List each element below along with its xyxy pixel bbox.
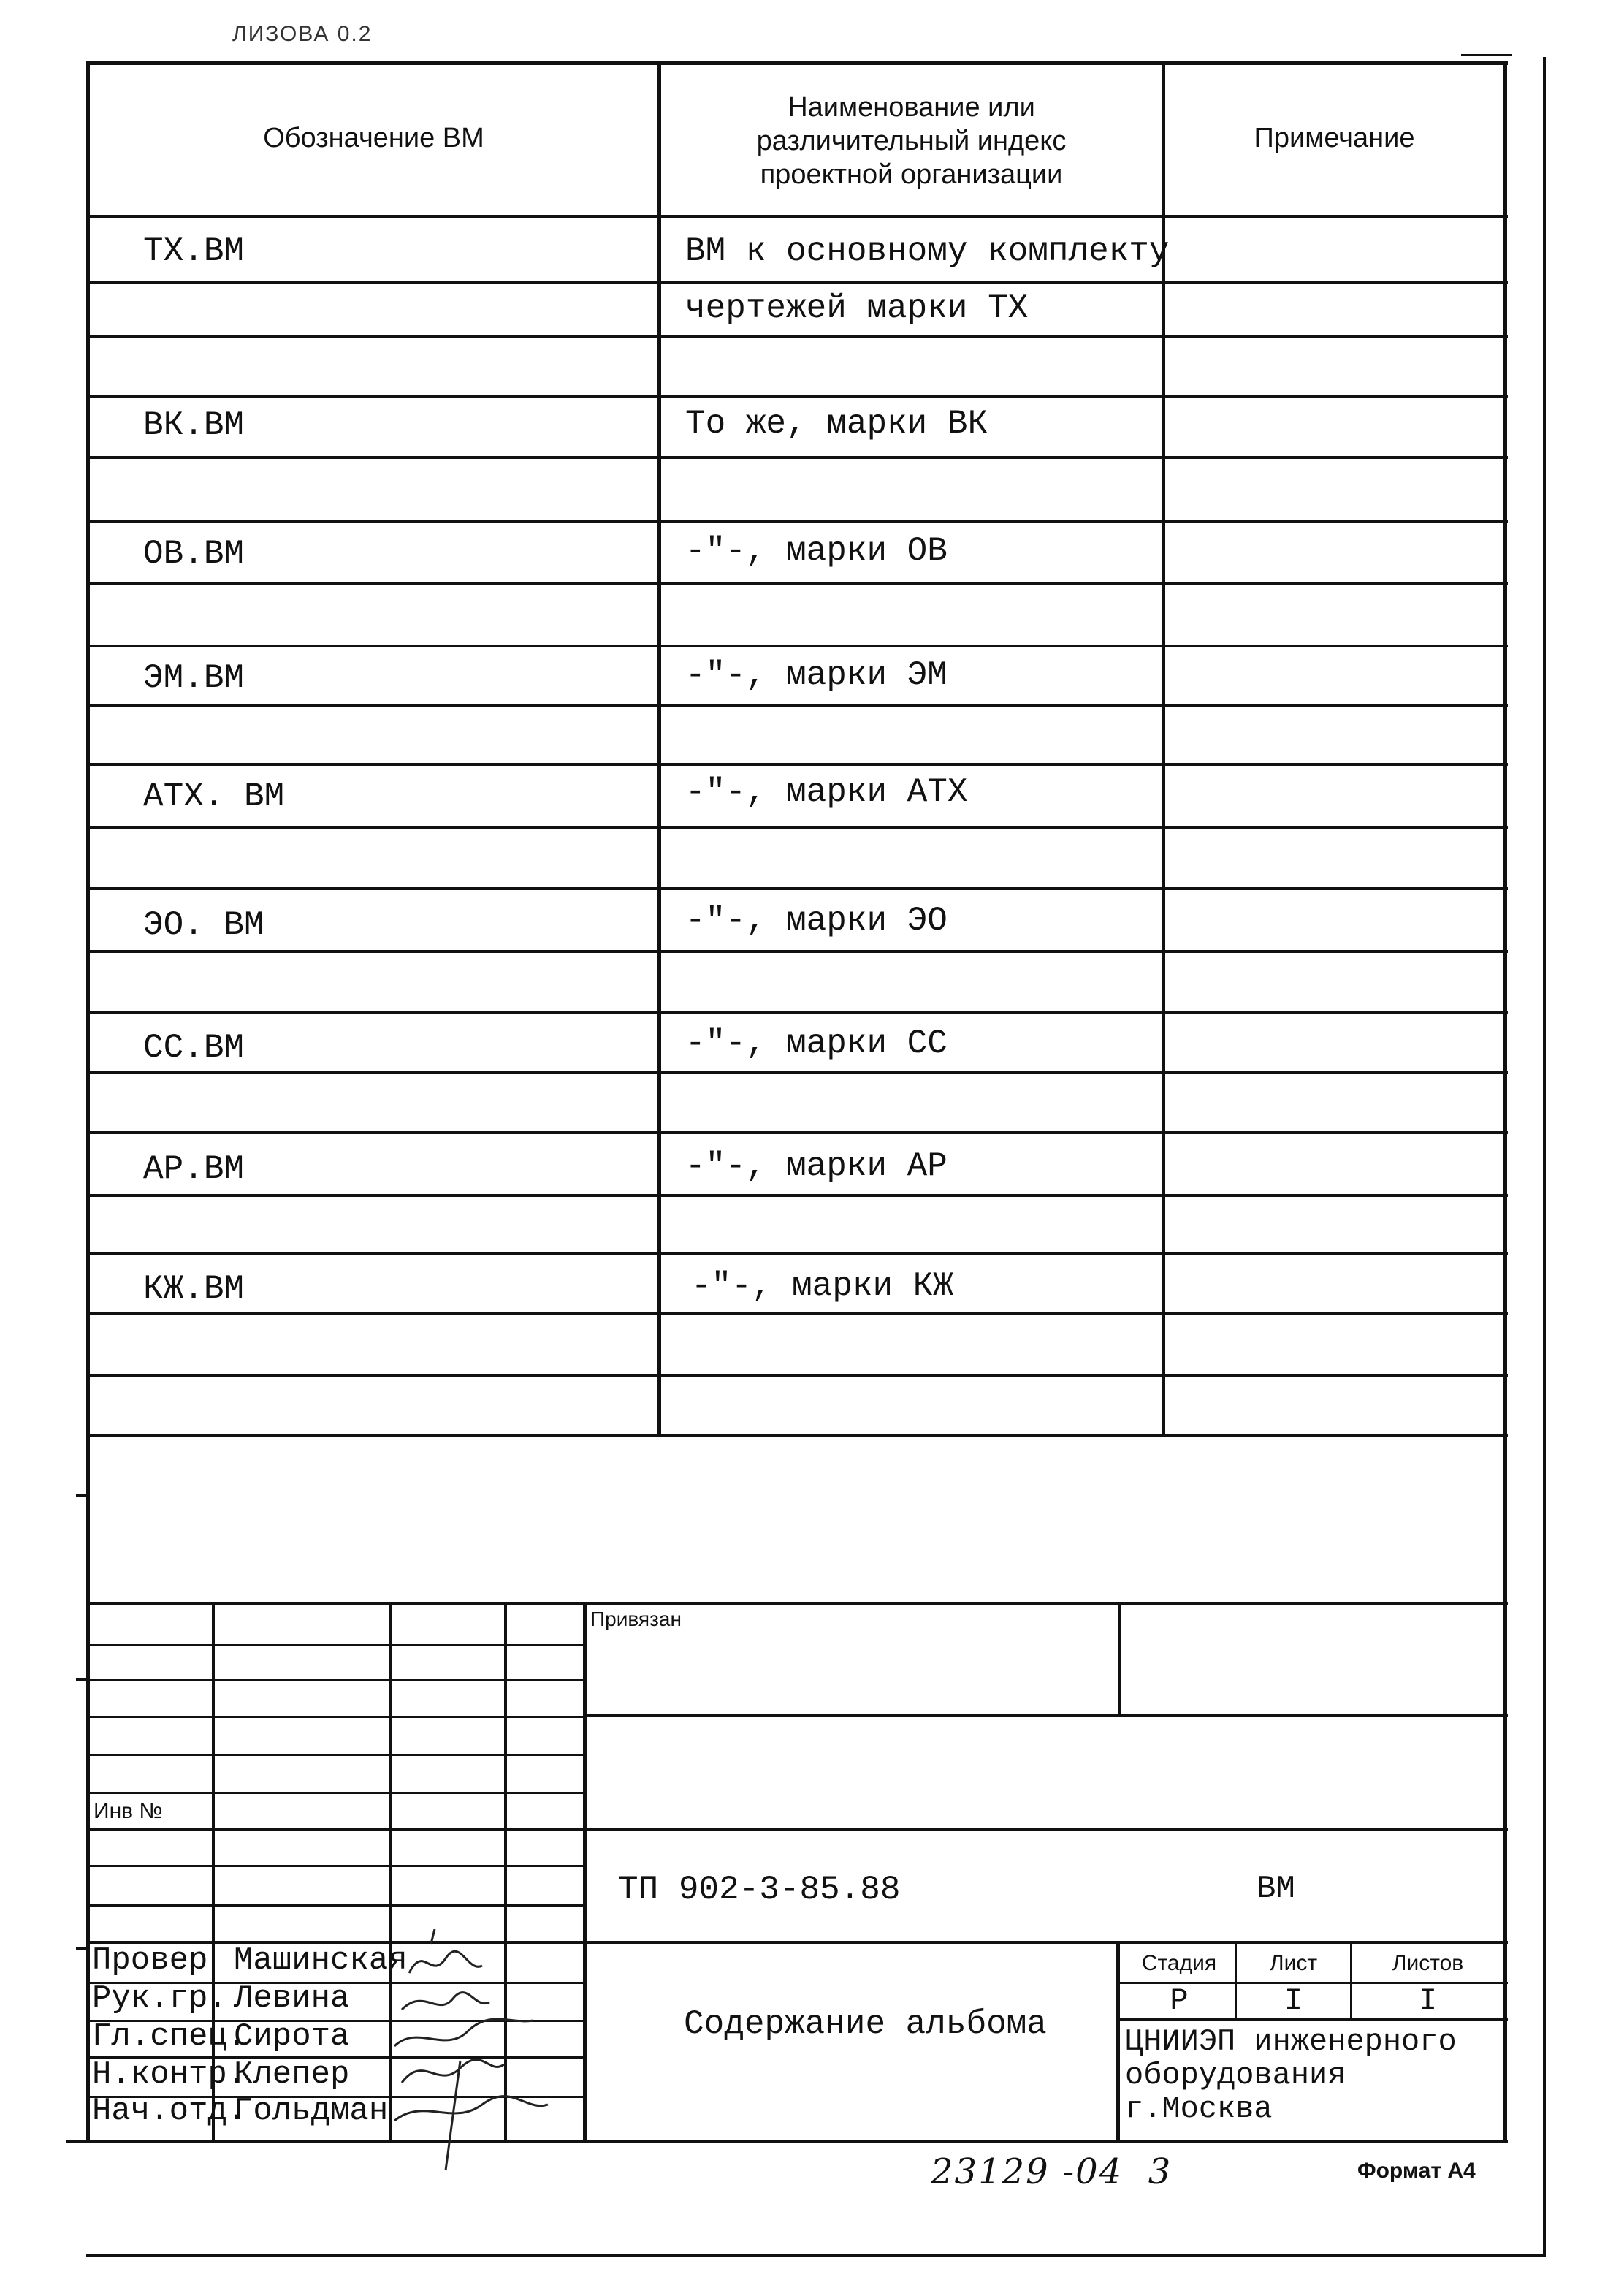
row-name: -"-, марки КЖ xyxy=(691,1267,953,1305)
row-designation: АР.ВМ xyxy=(143,1150,245,1188)
staff-name: Сирота xyxy=(234,2018,350,2055)
document-code: ТП 902-3-85.88 xyxy=(618,1871,901,1909)
header-name-line1: Наименование или xyxy=(788,92,1035,123)
staff-role: Н.контр. xyxy=(92,2056,247,2093)
stage-label: Стадия xyxy=(1141,1951,1217,1975)
row-name: То же, марки ВК xyxy=(685,405,988,443)
staff-name: Клепер xyxy=(234,2056,350,2093)
archive-number: 23129 -04 3 xyxy=(931,2151,1173,2192)
document-mark: ВМ xyxy=(1257,1871,1295,1907)
row-designation: СС.ВМ xyxy=(143,1029,245,1067)
row-name: -"-, марки АТХ xyxy=(685,773,968,811)
row-designation: ЭО. ВМ xyxy=(143,906,264,944)
stage-value: Р xyxy=(1170,1983,1189,2018)
header-name-line3: проектной организации xyxy=(760,159,1063,190)
row-designation: ОВ.ВМ xyxy=(143,535,245,573)
row-name: -"-, марки ОВ xyxy=(685,532,948,570)
staff-role: Провер xyxy=(92,1942,208,1979)
privyazan-label: Привязан xyxy=(590,1608,682,1630)
row-name: -"-, марки АР xyxy=(685,1147,948,1185)
row-designation: ТХ.ВМ xyxy=(143,232,245,270)
sheets-label: Листов xyxy=(1392,1951,1464,1975)
sheet-label: Лист xyxy=(1269,1951,1318,1975)
row-name: -"-, марки СС xyxy=(685,1025,948,1063)
row-name: -"-, марки ЭМ xyxy=(685,656,948,694)
row-name: ВМ к основному комплекту xyxy=(685,232,1170,270)
inventory-number-label: Инв № xyxy=(94,1799,163,1823)
staff-name: Гольдман xyxy=(234,2093,389,2129)
document-title: Содержание альбома xyxy=(684,2005,1047,2043)
top-fragment: ЛИЗОВА 0.2 xyxy=(232,22,373,46)
organization-line2: оборудования xyxy=(1125,2058,1346,2093)
staff-role: Нач.отд. xyxy=(92,2093,247,2129)
staff-name: Левина xyxy=(234,1980,350,2017)
header-designation: Обозначение ВМ xyxy=(263,123,484,153)
staff-role: Гл.спец. xyxy=(92,2018,247,2055)
header-name-line2: различительный индекс xyxy=(756,126,1067,156)
organization-line3: г.Москва xyxy=(1125,2091,1273,2126)
staff-name: Машинская xyxy=(234,1942,408,1979)
sheets-value: I xyxy=(1418,1983,1438,2018)
sheet-value: I xyxy=(1284,1983,1303,2018)
row-name: чертежей марки ТХ xyxy=(685,289,1029,327)
row-designation: ВК.ВМ xyxy=(143,406,245,444)
organization-line1: ЦНИИЭП инженерного xyxy=(1125,2024,1457,2059)
row-designation: АТХ. ВМ xyxy=(143,778,285,816)
header-note: Примечание xyxy=(1254,123,1415,153)
row-designation: ЭМ.ВМ xyxy=(143,659,245,697)
row-name: -"-, марки ЭО xyxy=(685,902,948,940)
row-designation: КЖ.ВМ xyxy=(143,1270,245,1308)
signatures xyxy=(380,1929,570,2178)
staff-role: Рук.гр. xyxy=(92,1980,227,2017)
format-label: Формат А4 xyxy=(1357,2159,1476,2183)
